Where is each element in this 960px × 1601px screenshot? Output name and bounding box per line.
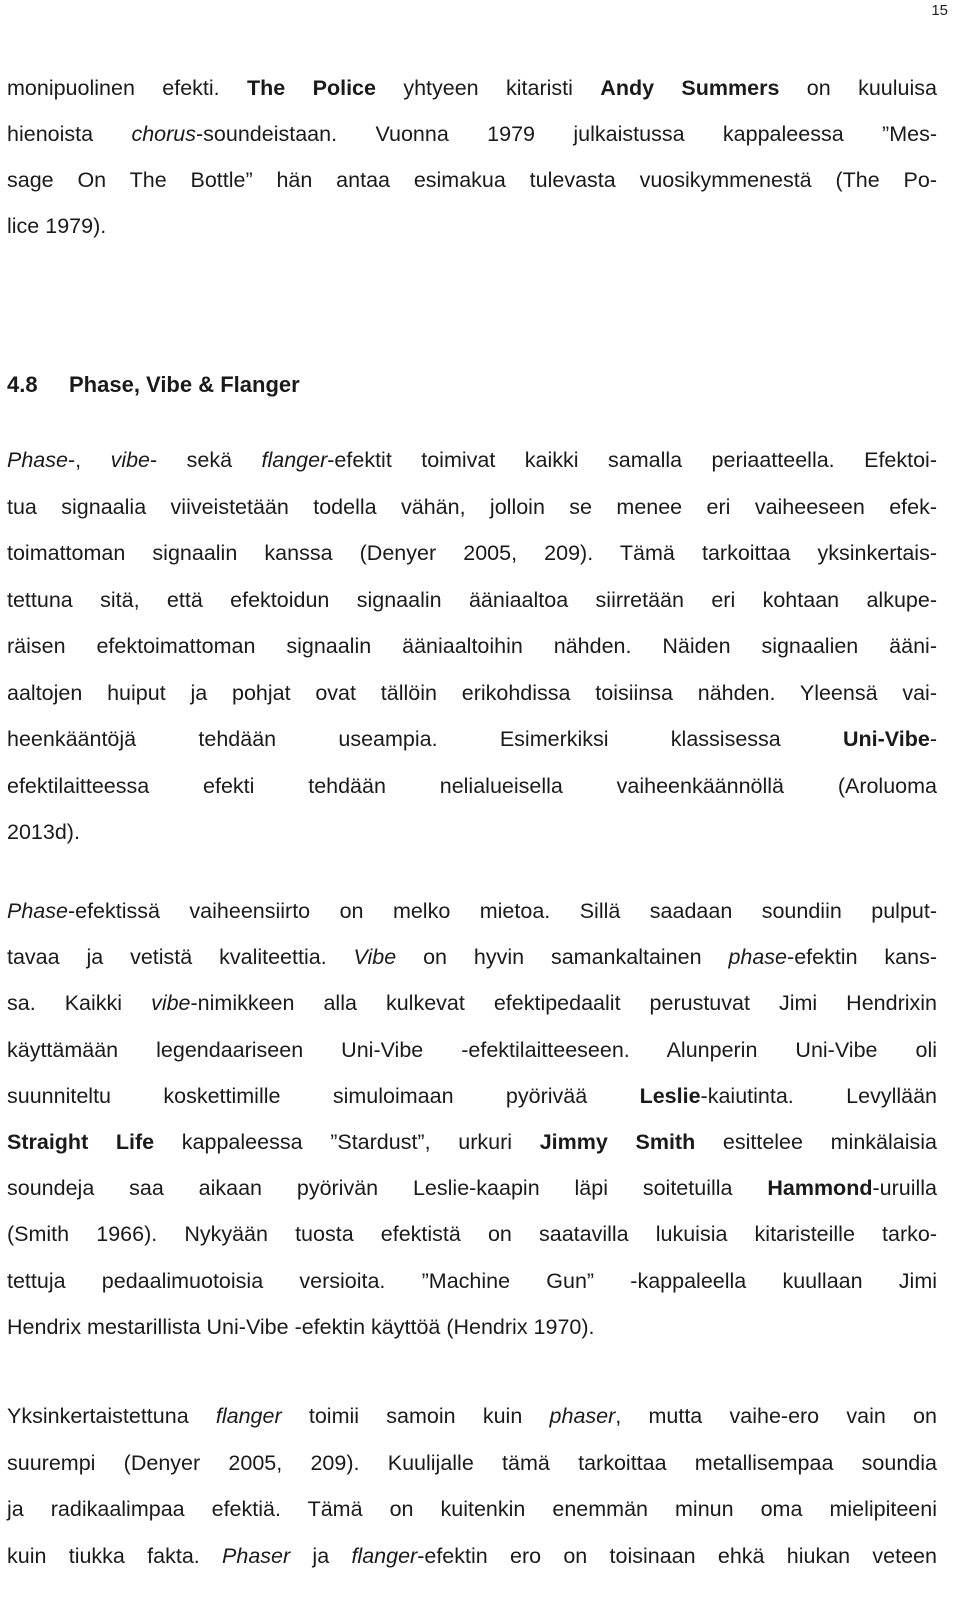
text-run: heenkääntöjä tehdään useampia. Esimerkiksi klassisessa xyxy=(7,727,844,751)
text-line xyxy=(7,1173,937,1203)
text-line xyxy=(7,211,937,241)
text-run: lice 1979). xyxy=(7,214,107,238)
text-run: - sekä xyxy=(150,448,262,472)
text-line xyxy=(7,1127,937,1157)
text-run: sa. Kaikki xyxy=(7,991,152,1016)
text-line xyxy=(7,1448,937,1478)
italic-text: Phaser xyxy=(222,1543,291,1568)
text-run: esittelee minkälaisia xyxy=(695,1130,937,1154)
text-run: -, xyxy=(67,448,111,472)
text-run: aaltojen huiput ja pohjat ovat tällöin erikohdissa toisiinsa nähden. Yleensä vai- xyxy=(7,680,937,705)
italic-text: vibe xyxy=(151,991,191,1016)
text-run: -nimikkeen alla kulkevat efektipedaalit perustuvat Jimi Hendrixin xyxy=(190,991,937,1016)
text-run: ja xyxy=(290,1543,352,1568)
text-run: tua signaalia viiveistetään todella vähän, jolloin se menee eri vaiheeseen efek- xyxy=(7,494,937,519)
text-line xyxy=(7,896,937,926)
bold-text: The Police xyxy=(247,76,376,100)
text-run: on kuuluisa xyxy=(779,76,937,100)
text-run: ja radikaalimpaa efektiä. Tämä on kuitenkin enemmän minun oma mielipiteeni xyxy=(7,1497,937,1521)
text-line xyxy=(7,538,937,568)
text-run: monipuolinen efekti. xyxy=(7,76,248,100)
text-run: tettuna sitä, että efektoidun signaalin ääniaaltoa siirretään eri kohtaan alkupe- xyxy=(7,587,937,612)
text-run: -efektit toimivat kaikki samalla periaatteella. Efektoi- xyxy=(327,448,937,472)
text-run: toimii samoin kuin xyxy=(281,1404,550,1428)
italic-text: flanger xyxy=(215,1404,282,1428)
text-run: - xyxy=(929,727,937,751)
text-run: soundeja saa aikaan pyörivän Leslie-kaapin läpi soitetuilla xyxy=(7,1176,768,1201)
bold-text: Leslie xyxy=(639,1083,701,1108)
text-line xyxy=(7,445,937,475)
text-line xyxy=(7,73,937,103)
text-line xyxy=(7,585,937,615)
text-line xyxy=(7,988,937,1018)
italic-text: Phase xyxy=(7,448,68,472)
text-line xyxy=(7,165,937,195)
text-run: kuin tiukka fakta. xyxy=(7,1543,223,1568)
italic-text: flanger xyxy=(261,448,328,472)
text-run: efektilaitteessa efekti tehdään nelialueisella vaiheenkäännöllä (Aroluoma xyxy=(7,773,937,798)
text-run: suunniteltu koskettimille simuloimaan pyörivää xyxy=(7,1083,640,1108)
text-run: sage On The Bottle” hän antaa esimakua tulevasta vuosikymmenestä (The Po- xyxy=(7,168,937,192)
italic-text: vibe xyxy=(110,448,151,472)
text-run: käyttämään legendaariseen Uni-Vibe -efektilaitteeseen. Alunperin Uni-Vibe oli xyxy=(7,1037,937,1062)
text-run: -efektissä vaiheensiirto on melko mietoa. Sillä saadaan soundiin pulput- xyxy=(67,899,937,923)
text-line xyxy=(7,771,937,801)
section-title: Phase, Vibe & Flanger xyxy=(69,372,300,397)
text-run: räisen efektoimattoman signaalin ääniaaltoihin nähden. Näiden signaalien ääni- xyxy=(7,634,937,658)
text-line xyxy=(7,724,937,754)
text-run: 2013d). xyxy=(7,820,80,844)
italic-text: flanger xyxy=(351,1543,418,1568)
text-run: Hendrix mestarillista Uni-Vibe -efektin käyttöä (Hendrix 1970). xyxy=(7,1314,595,1339)
text-line xyxy=(7,1312,937,1342)
section-heading xyxy=(7,372,300,398)
text-run: hienoista xyxy=(7,122,132,146)
text-run: -kaiutinta. Levyllään xyxy=(700,1083,937,1108)
text-run: -soundeistaan. Vuonna 1979 julkaistussa kappaleessa ”Mes- xyxy=(196,122,937,146)
text-run: -efektin kans- xyxy=(787,945,937,970)
italic-text: chorus xyxy=(131,122,197,146)
text-line xyxy=(7,817,937,847)
italic-text: Vibe xyxy=(353,945,397,970)
text-line xyxy=(7,1541,937,1571)
bold-text: Jimmy Smith xyxy=(539,1130,696,1154)
italic-text: Phase xyxy=(7,899,68,923)
text-line xyxy=(7,1401,937,1431)
bold-text: Uni-Vibe xyxy=(843,727,930,751)
text-line xyxy=(7,678,937,708)
bold-text: Hammond xyxy=(767,1176,873,1201)
text-line xyxy=(7,1494,937,1524)
bold-text: Straight Life xyxy=(7,1130,155,1154)
text-run: on hyvin samankaltainen xyxy=(396,945,729,970)
text-line xyxy=(7,1081,937,1111)
text-line xyxy=(7,1035,937,1065)
text-run: tavaa ja vetistä kvaliteettia. xyxy=(7,945,354,970)
text-run: (Smith 1966). Nykyään tuosta efektistä on saatavilla lukuisia kitaristeille tarko- xyxy=(7,1222,937,1247)
italic-text: phase xyxy=(728,945,788,970)
text-run: yhtyeen kitaristi xyxy=(375,76,601,100)
text-run: toimattoman signaalin kanssa (Denyer 2005, 209). Tämä tarkoittaa yksinkertais- xyxy=(7,541,937,565)
text-line xyxy=(7,631,937,661)
text-run: kappaleessa ”Stardust”, urkuri xyxy=(154,1130,540,1154)
section-number: 4.8 xyxy=(7,372,38,397)
text-run: -uruilla xyxy=(872,1176,937,1201)
italic-text: phaser xyxy=(549,1404,616,1428)
text-run: suurempi (Denyer 2005, 209). Kuulijalle tämä tarkoittaa metallisempaa soundia xyxy=(7,1450,937,1475)
page-number: 15 xyxy=(931,2,948,19)
text-line xyxy=(7,942,937,972)
text-run: tettuja pedaalimuotoisia versioita. ”Machine Gun” -kappaleella kuullaan Jimi xyxy=(7,1268,937,1293)
bold-text: Andy Summers xyxy=(600,76,780,100)
text-line xyxy=(7,1219,937,1249)
text-line xyxy=(7,119,937,149)
text-line xyxy=(7,1266,937,1296)
text-run: -efektin ero on toisinaan ehkä hiukan veteen xyxy=(417,1543,937,1568)
text-run: Yksinkertaistettuna xyxy=(7,1404,216,1428)
text-line xyxy=(7,492,937,522)
text-run: , mutta vaihe-ero vain on xyxy=(615,1404,937,1428)
